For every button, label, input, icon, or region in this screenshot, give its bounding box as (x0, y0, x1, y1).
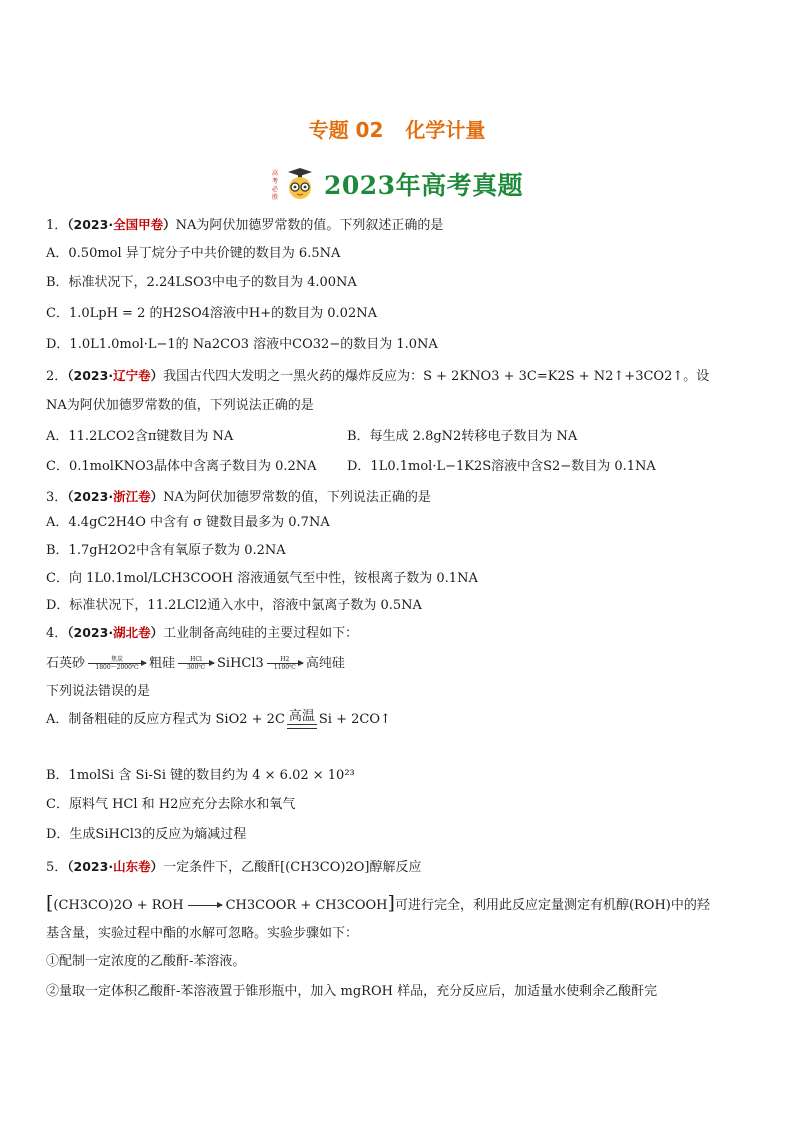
question-4-option-c: C．原料气 HCl 和 H2应充分去除水和氧气 (46, 797, 296, 812)
section-banner (270, 164, 523, 204)
flow-step-sihcl3: SiHCl3 (217, 656, 264, 671)
question-1-option-d: D．1.0L1.0mol·L−1的 Na2CO3 溶液中CO32−的数目为 1.0NA (46, 337, 438, 352)
question-5-line-3: 基含量，实验过程中酯的水解可忽略。实验步骤如下： (46, 926, 359, 941)
question-4-option-d: D．生成SiHCl3的反应为熵减过程 (46, 827, 247, 842)
question-3-stem: 3．（2023·浙江卷）NA为阿伏加德罗常数的值，下列说法正确的是 (46, 489, 431, 505)
question-3-option-c: C．向 1L0.1mol/LCH3COOH 溶液通氨气至中性，铵根离子数为 0.1NA (46, 571, 478, 586)
question-2-stem: 2．（2023·辽宁卷）我国古代四大发明之一黑火药的爆炸反应为：S + 2KNO3 + 3C=K2S + N2↑+3CO2↑。设 (46, 368, 710, 384)
question-4-source: 湖北卷 (113, 625, 151, 640)
flow-arrow-1-condition: 1800～2000℃ (95, 664, 139, 671)
question-3-option-a: A．4.4gC2H4O 中含有 σ 键数目最多为 0.7NA (46, 515, 330, 530)
question-1-source: 全国甲卷 (113, 217, 164, 232)
question-3-source: 浙江卷 (113, 489, 151, 504)
question-4-ask: 下列说法错误的是 (46, 684, 151, 699)
equals-high-temp-sign: 高温 (287, 710, 317, 729)
question-2-stem-cont: NA为阿伏加德罗常数的值，下列说法正确的是 (46, 398, 314, 413)
question-4-option-b: B．1molSi 含 Si-Si 键的数目约为 4 × 6.02 × 10²³ (46, 768, 355, 783)
question-3-option-d: D．标准状况下，11.2LCl2通入水中，溶液中氯离子数为 0.5NA (46, 598, 422, 613)
banner-title: 2023年高考真题 (324, 171, 524, 200)
equation-reactants: (CH3CO)2O + ROH (53, 898, 184, 913)
svg-text:必: 必 (272, 186, 279, 193)
question-2-source: 辽宁卷 (113, 368, 151, 383)
title-topic-number: 专题 02 (308, 118, 384, 142)
flow-arrow-2-reagent: HCl (190, 656, 202, 663)
question-5-step-1: ①配制一定浓度的乙酸酐-苯溶液。 (46, 954, 246, 969)
svg-text:高: 高 (272, 170, 279, 177)
question-5-stem: 5．（2023·山东卷）一定条件下，乙酸酐[(CH3CO)2O]醇解反应 (46, 859, 422, 875)
question-2-option-a: A．11.2LCO2含π键数目为 NA (46, 429, 234, 444)
question-4-option-a: A．制备粗硅的反应方程式为 SiO2 + 2C 高温 Si + 2CO↑ (46, 709, 391, 727)
flow-arrow-3-reagent: H2 (280, 656, 290, 663)
page-title (0, 114, 794, 143)
svg-text:考: 考 (272, 178, 279, 185)
silicon-process-flow (46, 652, 345, 671)
flow-step-crude-si: 粗硅 (149, 656, 176, 671)
question-1-option-a: A．0.50mol 异丁烷分子中共价键的数目为 6.5NA (46, 246, 341, 261)
flow-arrow-1-reagent: 焦炭 (111, 656, 124, 663)
svg-text:胜: 胜 (272, 194, 279, 201)
reaction-arrow-icon (188, 905, 222, 906)
flow-arrow-3 (267, 656, 303, 671)
question-5-step-2: ②量取一定体积乙酸酐-苯溶液置于锥形瓶中，加入 mgROH 样品，充分反应后，加适量水使剩余乙酸酐完 (46, 984, 658, 999)
flow-arrow-2-condition: 300℃ (186, 664, 206, 671)
equation-products: CH3COOR + CH3COOH (225, 898, 388, 913)
flow-arrow-2 (178, 656, 214, 671)
flow-arrow-1 (88, 656, 146, 671)
question-5-equation-line: [(CH3CO)2O + ROH CH3COOR + CH3COOH]可进行完全，利用此反应定量测定有机醇(ROH)中的羟 (46, 892, 710, 914)
question-2-option-b: B．每生成 2.8gN2转移电子数目为 NA (347, 429, 578, 444)
flow-step-pure-si: 高纯硅 (305, 656, 345, 671)
flow-arrow-3-condition: 1100℃ (273, 664, 296, 671)
title-topic-name: 化学计量 (405, 118, 486, 142)
owl-logo-icon (270, 166, 318, 202)
question-1-stem: 1．（2023·全国甲卷）NA为阿伏加德罗常数的值。下列叙述正确的是 (46, 217, 444, 233)
question-2-option-d: D．1L0.1mol·L−1K2S溶液中含S2−数目为 0.1NA (347, 459, 656, 474)
question-1-option-b: B．标准状况下，2.24LSO3中电子的数目为 4.00NA (46, 275, 357, 290)
question-1-option-c: C．1.0LpH = 2 的H2SO4溶液中H+的数目为 0.02NA (46, 306, 377, 321)
question-2-option-c: C．0.1molKNO3晶体中含离子数目为 0.2NA (46, 459, 317, 474)
flow-step-quartz: 石英砂 (46, 656, 86, 671)
question-5-source: 山东卷 (113, 859, 151, 874)
question-3-option-b: B．1.7gH2O2中含有氧原子数为 0.2NA (46, 543, 286, 558)
question-4-stem: 4．（2023·湖北卷）工业制备高纯硅的主要过程如下： (46, 625, 359, 641)
